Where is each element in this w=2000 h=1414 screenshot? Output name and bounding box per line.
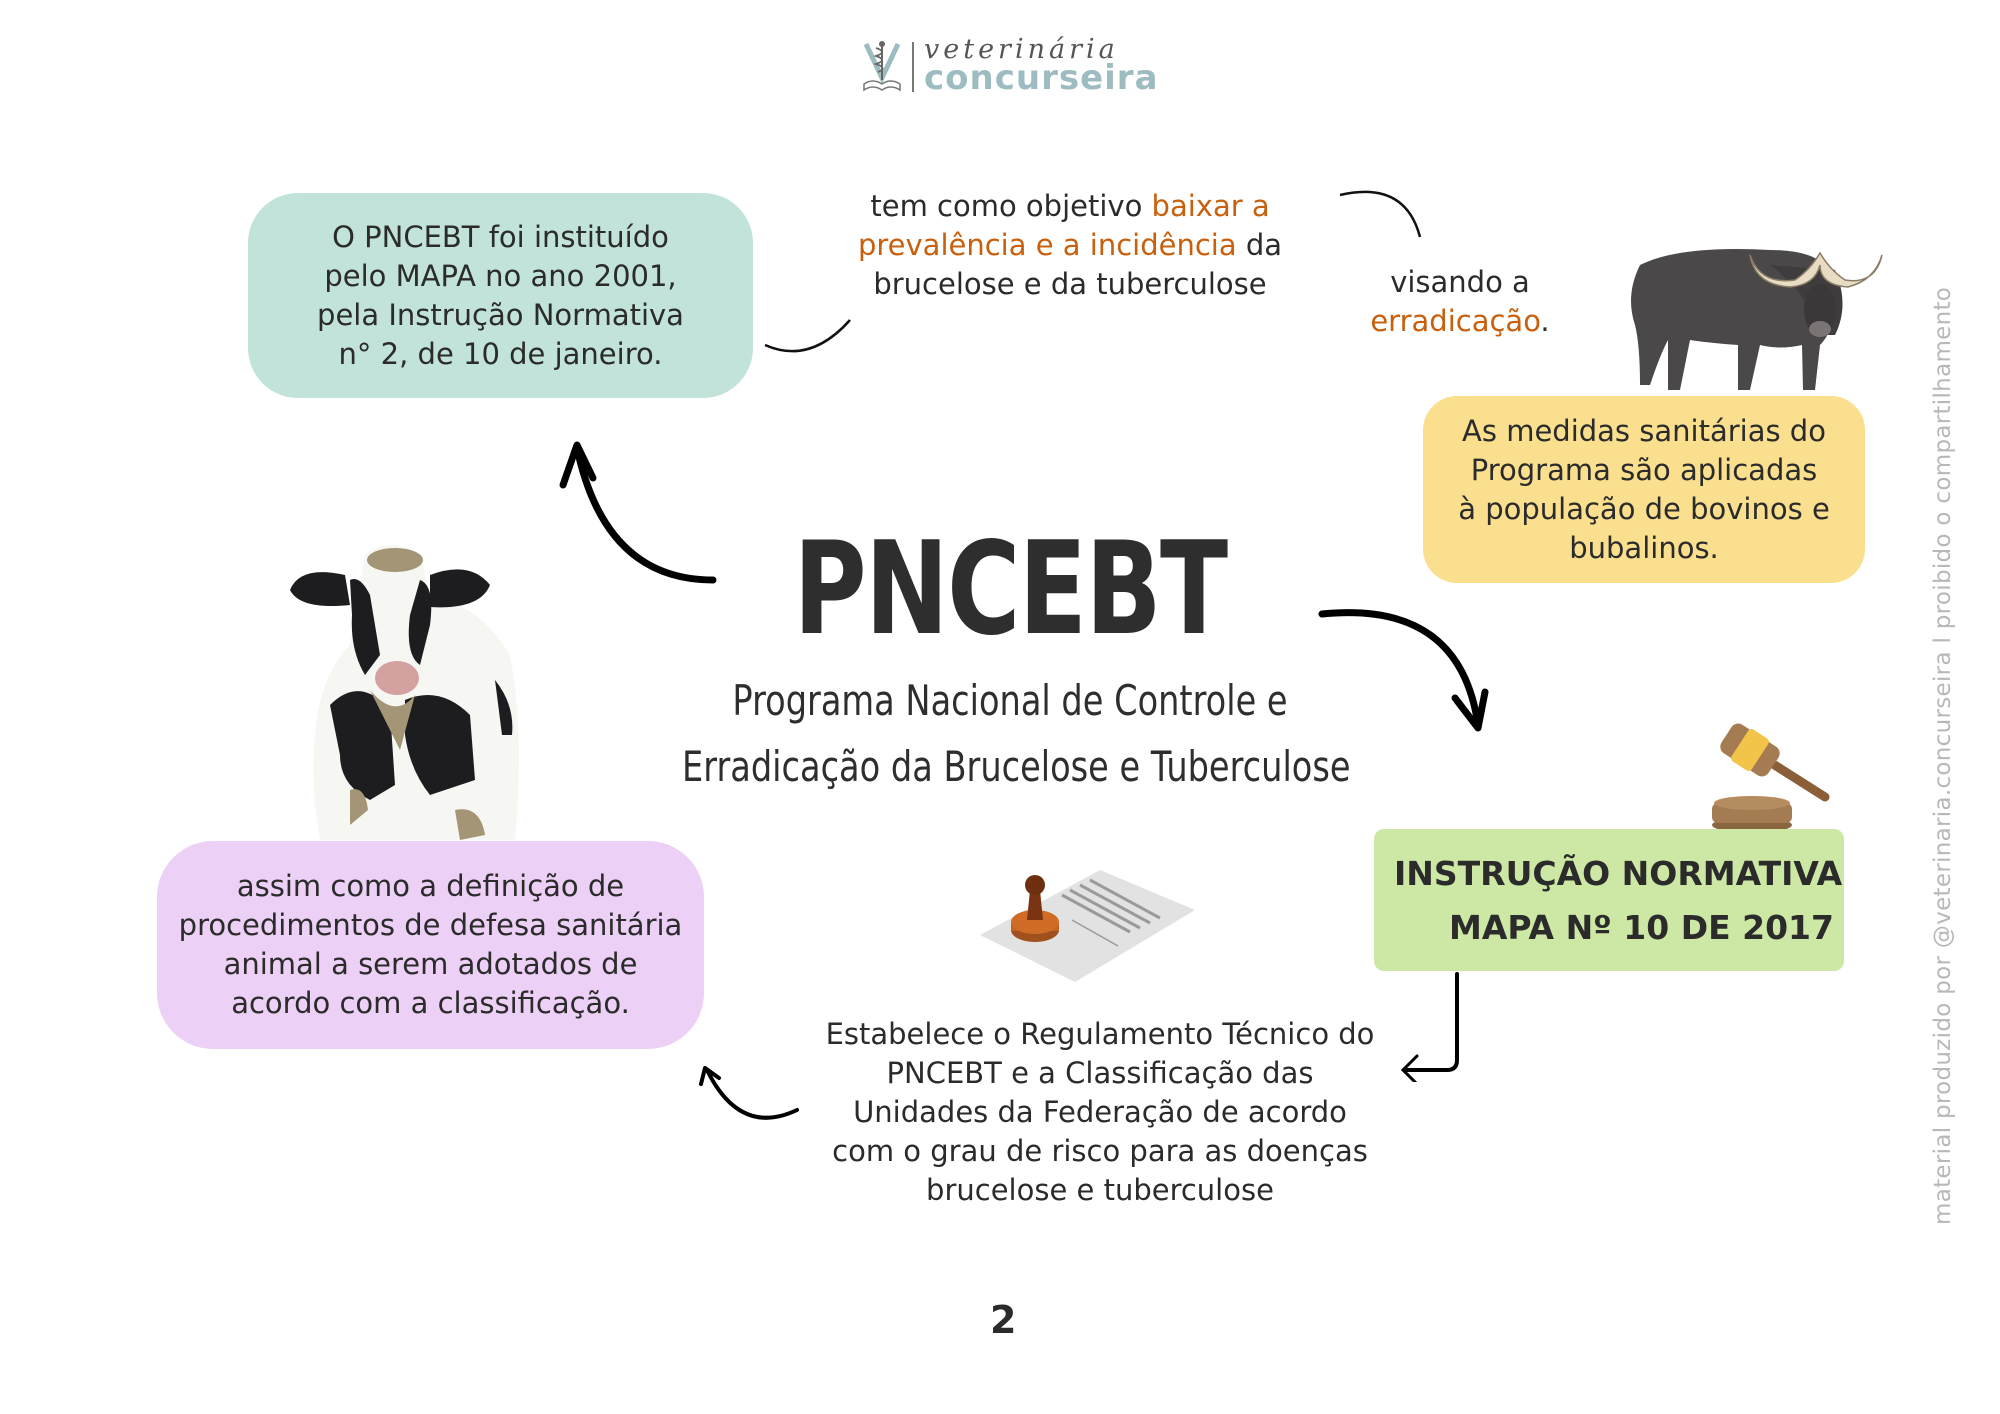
aim-text: visando a erradicação. (1370, 265, 1550, 338)
buffalo-illustration (1620, 225, 1890, 400)
objective-highlight: prevalência e a incidência (857, 228, 1237, 262)
arrow-curve-left-icon (695, 1062, 805, 1132)
objective-highlight: baixar a (1151, 189, 1270, 223)
watermark: material produzido por @veterinaria.concurseira l proibido o compartilhamento (1930, 286, 1956, 1225)
purple-line: assim como a definição de (236, 869, 625, 903)
teal-line: n° 2, de 10 de janeiro. (338, 336, 663, 371)
logo-wordmark: concurseira (924, 58, 1159, 98)
caduceus-book-icon (862, 38, 902, 94)
teal-line: pelo MAPA no ano 2001, (324, 258, 677, 293)
yellow-line: bubalinos. (1569, 530, 1719, 565)
page-title: PNCEBT (793, 515, 1227, 664)
aim-highlight: erradicação (1370, 304, 1541, 338)
yellow-line: à população de bovinos e (1458, 491, 1830, 526)
yellow-info-box (1423, 396, 1865, 583)
subtitle (600, 668, 1420, 800)
teal-line: O PNCEBT foi instituído (332, 219, 669, 254)
arrow-down-right-icon (1310, 600, 1490, 740)
cow-illustration (280, 535, 530, 840)
logo-script: veterinária (924, 34, 1119, 65)
subtitle-line: Erradicação da Brucelose e Tuberculose (682, 742, 1351, 791)
subtitle-line: Programa Nacional de Controle e (732, 676, 1288, 725)
logo-divider (912, 42, 914, 92)
establish-text: Estabelece o Regulamento Técnico do PNCEBT e a Classificação das Unidades da Federação de acordo com o grau de risco para as doenças brucelose e tuberculose (825, 1017, 1375, 1207)
purple-line: procedimentos de defesa sanitária (178, 908, 683, 942)
stamp-document-icon (980, 870, 1200, 990)
yellow-line: As medidas sanitárias do (1462, 413, 1826, 448)
purple-info-box (157, 841, 704, 1049)
gavel-icon (1700, 715, 1840, 835)
purple-line: acordo com a classificação. (231, 986, 630, 1020)
green-normative-box (1374, 829, 1844, 971)
logo (862, 34, 1159, 98)
teal-info-box (248, 193, 753, 398)
yellow-line: Programa são aplicadas (1470, 452, 1818, 487)
normative-title: INSTRUÇÃO NORMATIVA (1394, 854, 1843, 893)
arrow-up-left-icon (545, 430, 725, 590)
purple-line: animal a serem adotados de (223, 947, 638, 981)
normative-subtitle: MAPA Nº 10 DE 2017 (1449, 908, 1834, 947)
page-number: 2 (990, 1298, 1017, 1342)
connector-curve-left (760, 315, 860, 365)
teal-line: pela Instrução Normativa (317, 297, 684, 332)
objective-text: tem como objetivo baixar a prevalência e a incidência da brucelose e da tuberculose (857, 189, 1283, 301)
connector-curve-right (1335, 185, 1435, 245)
